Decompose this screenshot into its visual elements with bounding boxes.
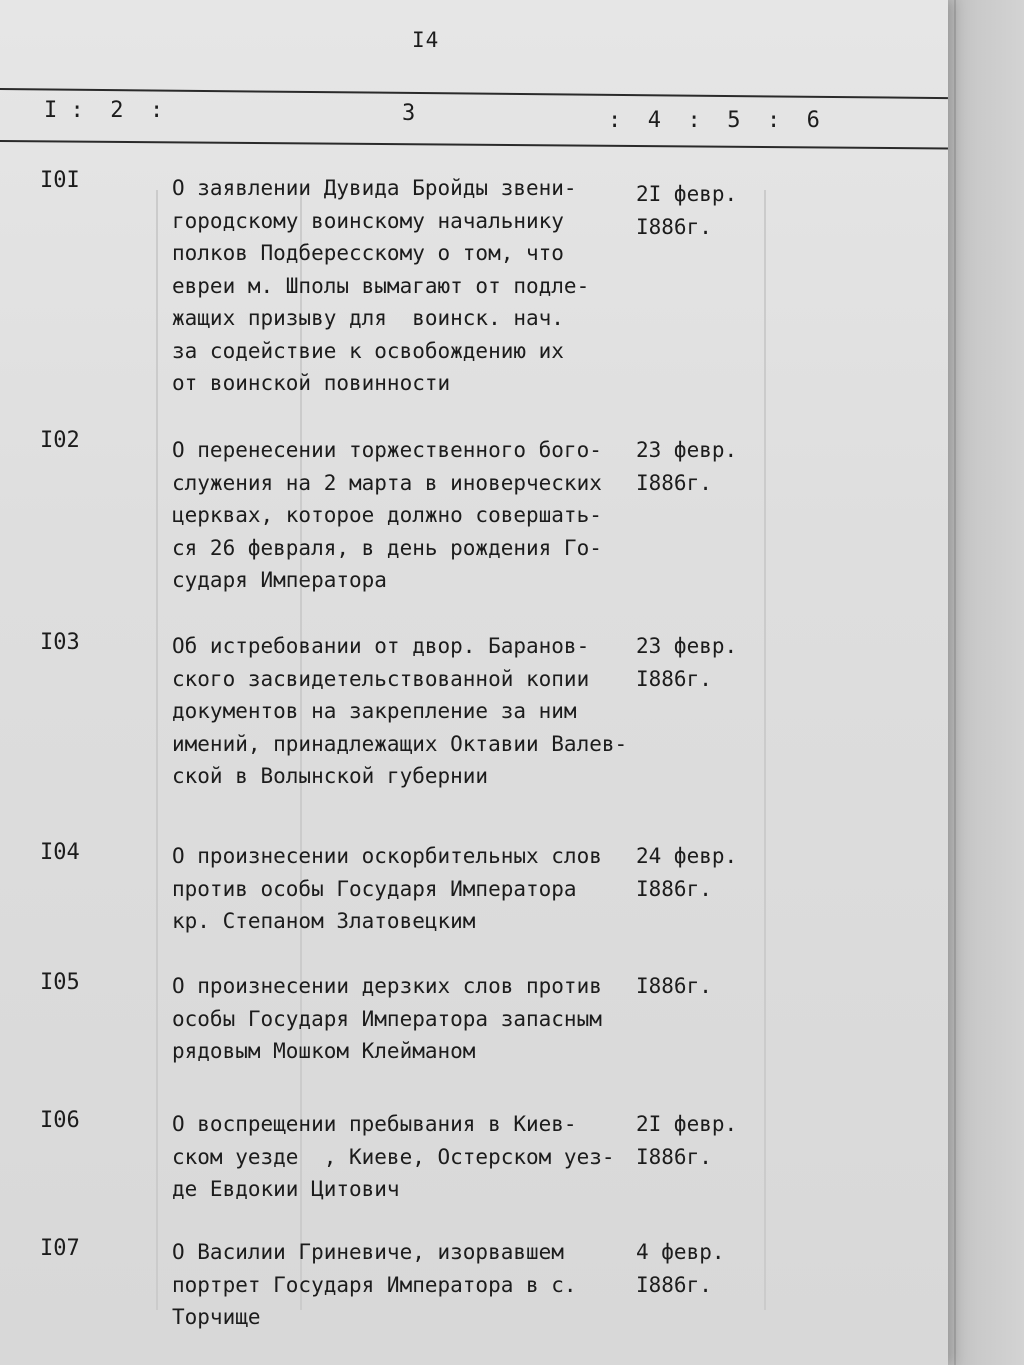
row-description: О перенесении торжественного бого- служения на 2 марта в иноверческих церквах, которое должно совершать- ся 26 февраля, в день рождения Го- сударя Императора bbox=[172, 438, 602, 592]
row-description: О заявлении Дувида Бройды звени- городскому воинскому начальнику полков Подбересскому о том, что евреи м. Шполы вымагают от подле- жащих призыву для воинск. нач. за содействие к освобождению их от воинской повинности bbox=[172, 176, 590, 395]
bleed-through-line bbox=[156, 190, 158, 1310]
row-description: О воспрещении пребывания в Киев- ском уезде , Киеве, Остерском уез- де Евдокии Цитович bbox=[172, 1112, 615, 1201]
row-description: О произнесении оскорбительных слов против особы Государя Императора кр. Степаном Златовецким bbox=[172, 844, 602, 933]
row-number: I02 bbox=[40, 428, 80, 453]
header-columns-left: I : 2 : bbox=[44, 98, 164, 123]
row-date: 23 февр. I886г. bbox=[636, 438, 738, 495]
row-number: I0I bbox=[40, 168, 80, 193]
header-column-title: 3 bbox=[402, 101, 416, 126]
row-date: 24 февр. I886г. bbox=[636, 844, 738, 901]
row-number: I07 bbox=[40, 1236, 80, 1261]
row-number: I06 bbox=[40, 1108, 80, 1133]
row-number: I04 bbox=[40, 840, 80, 865]
row-date: 23 февр. I886г. bbox=[636, 634, 738, 691]
page-number: I4 bbox=[412, 28, 440, 52]
row-description: О Василии Гриневиче, изорвавшем портрет Государя Императора в с. Торчище bbox=[172, 1240, 577, 1329]
row-number: I03 bbox=[40, 630, 80, 655]
row-date: 2I февр. I886г. bbox=[636, 1112, 738, 1169]
header-columns-right: : 4 : 5 : 6 bbox=[608, 108, 820, 133]
row-date: 2I февр. I886г. bbox=[636, 182, 738, 239]
header-rule-bottom bbox=[0, 140, 948, 149]
row-date: I886г. bbox=[636, 974, 712, 998]
row-description: О произнесении дерзких слов против особы Государя Императора запасным рядовым Мошком Клейманом bbox=[172, 974, 602, 1063]
page-edge bbox=[948, 0, 1024, 1365]
row-date: 4 февр. I886г. bbox=[636, 1240, 725, 1297]
row-number: I05 bbox=[40, 970, 80, 995]
bleed-through-line bbox=[764, 190, 766, 1310]
row-description: Об истребовании от двор. Баранов- ского засвидетельствованной копии документов на закрепление за ним имений, принадлежащих Октавии Валев- ской в Волынской губернии bbox=[172, 634, 628, 788]
